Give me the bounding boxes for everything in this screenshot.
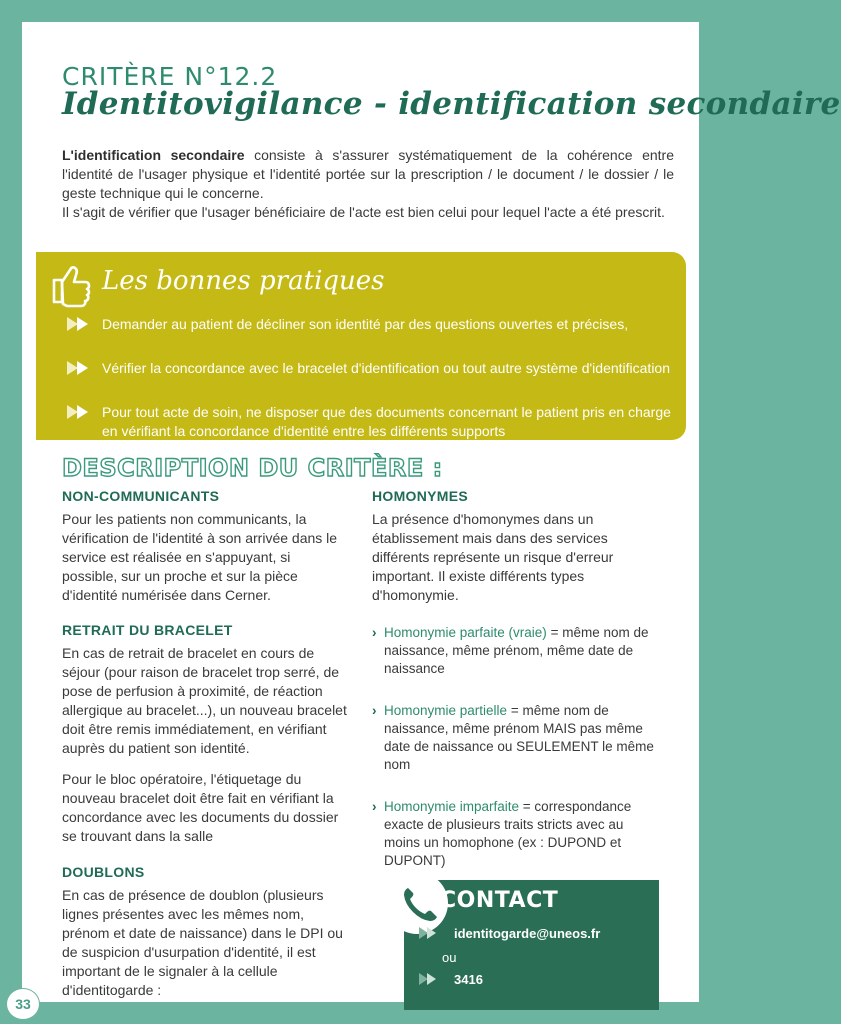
- criterion-number: CRITÈRE N°12.2: [62, 62, 278, 91]
- double-arrow-icon: [418, 972, 440, 986]
- best-practice-text: Demander au patient de décliner son identité par des questions ouvertes et précises,: [102, 316, 629, 332]
- phone-icon-circle: [386, 872, 448, 934]
- contact-or: ou: [442, 950, 457, 965]
- chevron-right-icon: ›: [372, 625, 377, 640]
- page-number: 33: [6, 988, 40, 1020]
- homonymes-text: La présence d'homonymes dans un établissement mais dans des services différents représente un risque d'erreur important. Il existe différents types d'homonymie.: [372, 511, 614, 603]
- homonymy-label: Homonymie partielle: [384, 703, 508, 718]
- double-arrow-icon: [66, 316, 92, 332]
- homonymy-label: Homonymie imparfaite: [384, 799, 520, 814]
- homonymes-heading: HOMONYMES: [372, 488, 469, 504]
- doublons-heading: DOUBLONS: [62, 864, 145, 880]
- double-arrow-icon: [418, 926, 440, 940]
- page-title: Identitovigilance - identification secondaire: [62, 86, 841, 122]
- contact-title: CONTACT: [440, 888, 559, 913]
- intro-text-2: Il s'agit de vérifier que l'usager bénéficiaire de l'acte est bien celui pour lequel l'acte a été prescrit.: [62, 204, 665, 220]
- non-communicants-heading: NON-COMMUNICANTS: [62, 488, 220, 504]
- best-practice-text: Vérifier la concordance avec le bracelet d'identification ou tout autre système d'identification: [102, 360, 670, 376]
- thumbs-up-icon: [44, 258, 96, 310]
- retrait-heading: RETRAIT DU BRACELET: [62, 622, 233, 638]
- description-title: DESCRIPTION DU CRITÈRE :: [62, 454, 443, 482]
- retrait-text-2: Pour le bloc opératoire, l'étiquetage du nouveau bracelet doit être fait en vérifiant la concordance avec les documents du dossier se trouvant dans la salle: [62, 771, 339, 844]
- homonymy-label: Homonymie parfaite (vraie): [384, 625, 547, 640]
- page: [22, 22, 841, 1002]
- homonymy-text: = même nom de naissance, même prénom MAIS pas même date de naissance ou SEULEMENT le même nom: [384, 703, 654, 772]
- non-communicants-text: Pour les patients non communicants, la vérification de l'identité à son arrivée dans le service est réalisée en s'appuyant, si possible, sur un proche et sur la pièce d'identité numérisée dans Cerner.: [62, 511, 338, 603]
- chevron-right-icon: ›: [372, 799, 377, 814]
- intro-paragraph: [62, 146, 674, 222]
- intro-text-1: consiste à s'assurer systématiquement de la cohérence entre l'identité de l'usager physique et l'identité portée sur la prescription / le document / le dossier / le geste technique qui le concerne.: [62, 147, 674, 201]
- homonymy-text: = même nom de naissance, même prénom, même date de naissance: [384, 625, 649, 676]
- intro-bold-lead: L'identification secondaire: [62, 147, 245, 163]
- contact-phone[interactable]: 3416: [454, 972, 483, 987]
- phone-icon: [386, 872, 448, 934]
- chevron-right-icon: ›: [372, 703, 377, 718]
- double-arrow-icon: [66, 404, 92, 420]
- double-arrow-icon: [66, 360, 92, 376]
- best-practices-heading: Les bonnes pratiques: [102, 266, 385, 296]
- homonymy-text: = correspondance exacte de plusieurs traits stricts avec au moins un homophone (ex : DUPOND et DUPONT): [384, 799, 632, 868]
- contact-email[interactable]: identitogarde@uneos.fr: [454, 926, 601, 941]
- best-practice-text: Pour tout acte de soin, ne disposer que des documents concernant le patient pris en charge en vérifiant la concordance d'identité entre les différents supports: [102, 404, 671, 439]
- retrait-text-1: En cas de retrait de bracelet en cours de séjour (pour raison de bracelet trop serré, de pose de perfusion à proximité, de réaction allergique au bracelet...), un nouveau bracelet doit être remis immédiatement, en vérifiant auprès du patient son identité.: [62, 645, 347, 756]
- doublons-text: En cas de présence de doublon (plusieurs lignes présentes avec les mêmes nom, prénom et date de naissance) dans le DPI ou de suspicion d'usurpation d'identité, il est important de le signaler à la cellule d'identitogarde :: [62, 887, 343, 998]
